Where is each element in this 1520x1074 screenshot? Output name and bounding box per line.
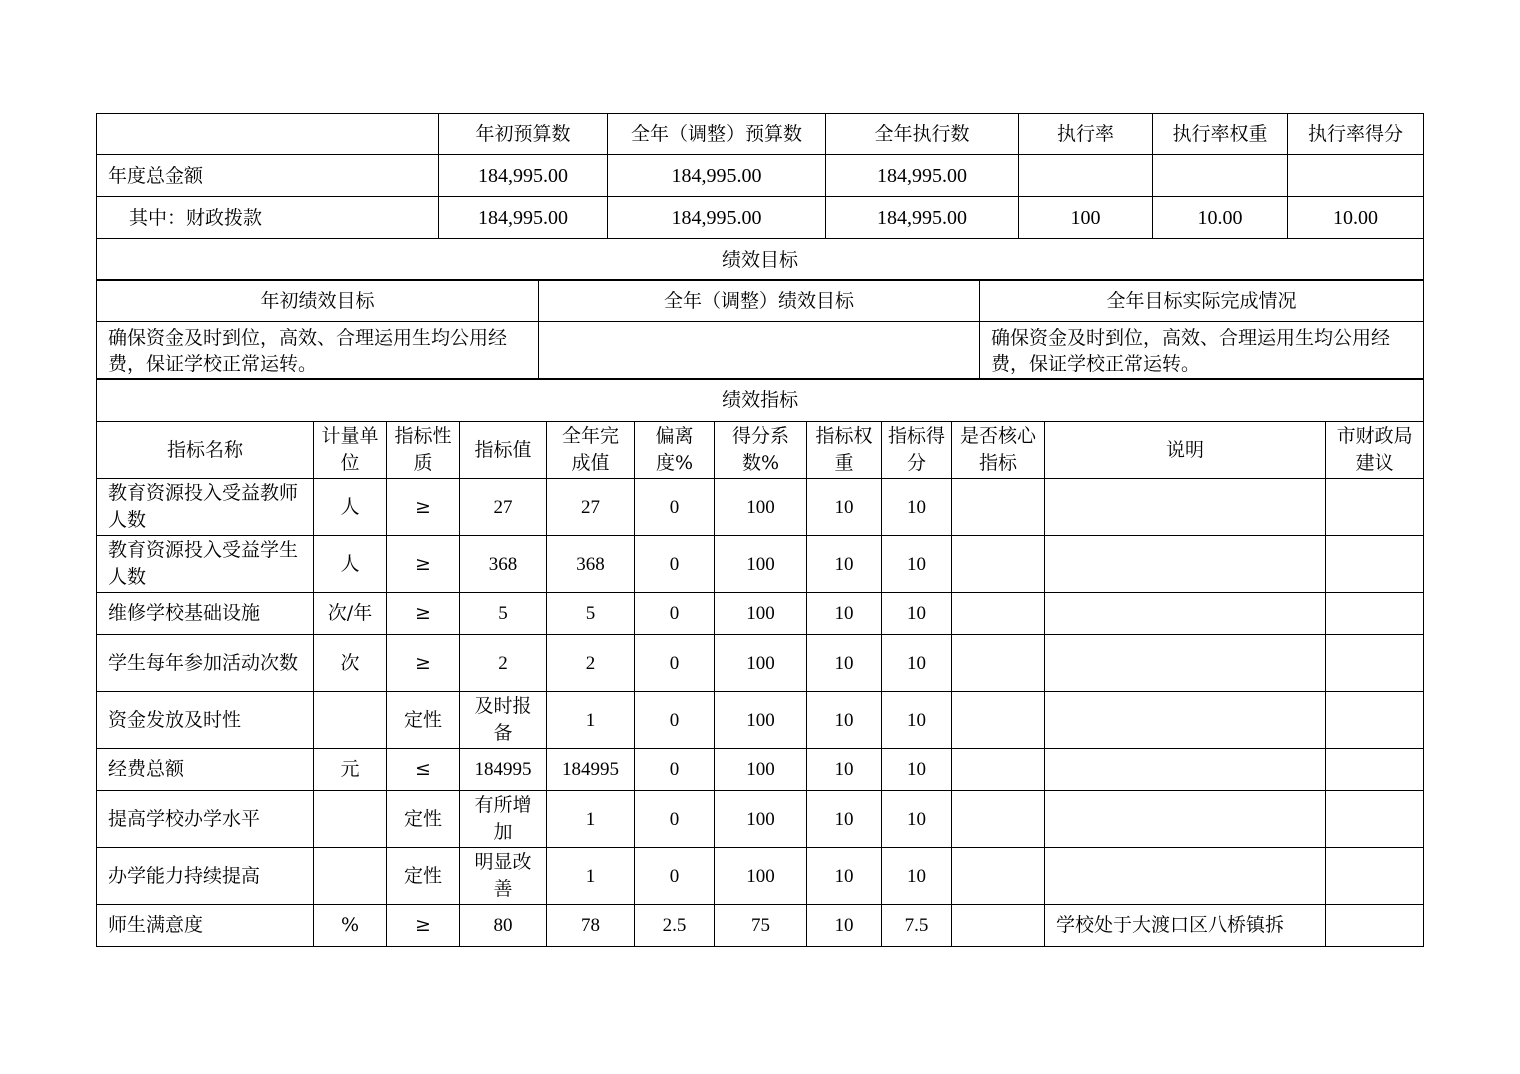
indicator-cell: 10 (807, 791, 882, 848)
budget-cell (1288, 155, 1424, 197)
indicator-header: 全年完成值 (547, 422, 635, 479)
indicator-cell (1045, 536, 1326, 593)
budget-header: 全年执行数 (826, 114, 1019, 155)
indicator-cell: 有所增加 (460, 791, 547, 848)
table-row (97, 479, 1424, 536)
indicator-cell: 10 (882, 635, 952, 692)
indicator-cell: 100 (715, 848, 807, 905)
indicator-cell (1326, 848, 1424, 905)
indicator-cell: 78 (547, 905, 635, 947)
indicator-cell (1326, 692, 1424, 749)
goals-value (539, 322, 980, 380)
indicator-header: 市财政局建议 (1326, 422, 1424, 479)
budget-header-row (97, 114, 1424, 155)
budget-table (96, 113, 1424, 281)
indicator-header: 指标得分 (882, 422, 952, 479)
indicator-cell: 10 (807, 848, 882, 905)
indicator-cell: 2.5 (635, 905, 715, 947)
table-row (97, 905, 1424, 947)
budget-cell: 184,995.00 (608, 197, 826, 239)
indicator-cell: 10 (882, 536, 952, 593)
indicator-header: 得分系数% (715, 422, 807, 479)
indicator-cell: ≥ (387, 593, 460, 635)
goals-value-row (97, 322, 1424, 380)
indicator-cell (314, 692, 387, 749)
budget-cell: 184,995.00 (826, 197, 1019, 239)
indicator-cell: 10 (807, 905, 882, 947)
indicator-cell (1326, 593, 1424, 635)
indicator-cell (1045, 479, 1326, 536)
budget-cell: 184,995.00 (439, 155, 608, 197)
budget-header: 执行率权重 (1153, 114, 1288, 155)
indicator-cell (1326, 635, 1424, 692)
indicator-cell: 定性 (387, 692, 460, 749)
budget-cell: 184,995.00 (826, 155, 1019, 197)
indicator-cell: 及时报备 (460, 692, 547, 749)
table-row (97, 749, 1424, 791)
indicator-cell: 元 (314, 749, 387, 791)
indicator-cell: 368 (547, 536, 635, 593)
indicator-header: 指标性质 (387, 422, 460, 479)
indicator-cell: 2 (460, 635, 547, 692)
budget-cell: 10.00 (1153, 197, 1288, 239)
indicator-cell: 10 (807, 536, 882, 593)
indicator-cell (952, 536, 1045, 593)
indicator-cell (1045, 791, 1326, 848)
indicator-cell: 100 (715, 791, 807, 848)
indicator-cell (952, 593, 1045, 635)
indicator-name: 师生满意度 (97, 905, 314, 947)
indicator-name: 办学能力持续提高 (97, 848, 314, 905)
indicator-cell (952, 692, 1045, 749)
indicator-cell: 100 (715, 749, 807, 791)
indicator-cell: 0 (635, 692, 715, 749)
goals-value: 确保资金及时到位，高效、合理运用生均公用经费，保证学校正常运转。 (980, 322, 1424, 380)
indicator-cell: 10 (807, 692, 882, 749)
indicator-header: 指标权重 (807, 422, 882, 479)
indicator-cell (952, 905, 1045, 947)
indicator-cell (1045, 692, 1326, 749)
indicator-cell: 10 (807, 635, 882, 692)
indicator-name: 维修学校基础设施 (97, 593, 314, 635)
indicator-cell: ≤ (387, 749, 460, 791)
indicator-cell (952, 635, 1045, 692)
indicator-cell: 5 (460, 593, 547, 635)
indicator-cell: 100 (715, 593, 807, 635)
indicator-cell: 定性 (387, 848, 460, 905)
goals-title-row (97, 239, 1424, 281)
indicator-cell: 次/年 (314, 593, 387, 635)
indicator-name: 经费总额 (97, 749, 314, 791)
goals-table (96, 279, 1424, 380)
indicator-header: 计量单位 (314, 422, 387, 479)
indicator-cell: 0 (635, 593, 715, 635)
indicator-header: 指标值 (460, 422, 547, 479)
table-row (97, 692, 1424, 749)
indicator-cell: 5 (547, 593, 635, 635)
indicators-header-row (97, 422, 1424, 479)
indicator-cell: 10 (807, 479, 882, 536)
indicator-cell (1326, 749, 1424, 791)
indicator-cell (952, 479, 1045, 536)
indicator-cell: 184995 (460, 749, 547, 791)
indicator-cell: 0 (635, 749, 715, 791)
indicator-cell: 10 (807, 593, 882, 635)
budget-row (97, 155, 1424, 197)
indicator-cell: 10 (807, 749, 882, 791)
indicator-cell: 7.5 (882, 905, 952, 947)
budget-row (97, 197, 1424, 239)
indicator-name: 提高学校办学水平 (97, 791, 314, 848)
indicator-cell: ≥ (387, 905, 460, 947)
indicator-cell (314, 791, 387, 848)
table-row (97, 848, 1424, 905)
budget-cell (1019, 155, 1153, 197)
budget-header: 执行率 (1019, 114, 1153, 155)
indicator-cell: 1 (547, 791, 635, 848)
indicator-cell (952, 749, 1045, 791)
budget-row-label: 年度总金额 (97, 155, 439, 197)
indicator-cell: 0 (635, 536, 715, 593)
indicator-cell: 368 (460, 536, 547, 593)
indicator-cell: 0 (635, 479, 715, 536)
goals-header: 全年（调整）绩效目标 (539, 280, 980, 322)
indicator-cell: 0 (635, 635, 715, 692)
indicator-cell: 100 (715, 479, 807, 536)
indicator-cell: 75 (715, 905, 807, 947)
budget-corner-cell (97, 114, 439, 155)
indicator-cell (1326, 479, 1424, 536)
indicator-cell: 0 (635, 791, 715, 848)
indicator-cell: 人 (314, 536, 387, 593)
indicator-name: 资金发放及时性 (97, 692, 314, 749)
table-row (97, 791, 1424, 848)
indicator-cell: 10 (882, 848, 952, 905)
indicator-cell (1045, 848, 1326, 905)
indicator-cell (1045, 749, 1326, 791)
indicator-cell: 100 (715, 635, 807, 692)
budget-header: 执行率得分 (1288, 114, 1424, 155)
indicator-cell: 184995 (547, 749, 635, 791)
indicator-cell: 学校处于大渡口区八桥镇拆 (1045, 905, 1326, 947)
indicator-cell: 明显改善 (460, 848, 547, 905)
indicator-name: 学生每年参加活动次数 (97, 635, 314, 692)
indicator-cell: 10 (882, 749, 952, 791)
indicator-cell: 80 (460, 905, 547, 947)
goals-header-row (97, 280, 1424, 322)
indicator-cell: 次 (314, 635, 387, 692)
indicator-cell: 100 (715, 692, 807, 749)
indicator-cell: 100 (715, 536, 807, 593)
indicator-header: 指标名称 (97, 422, 314, 479)
table-row (97, 635, 1424, 692)
indicator-cell: 人 (314, 479, 387, 536)
indicator-cell: ≥ (387, 536, 460, 593)
budget-cell: 10.00 (1288, 197, 1424, 239)
indicator-cell (952, 848, 1045, 905)
indicator-cell: 10 (882, 692, 952, 749)
indicator-cell (1045, 593, 1326, 635)
budget-cell: 100 (1019, 197, 1153, 239)
indicator-name: 教育资源投入受益教师人数 (97, 479, 314, 536)
budget-header: 全年（调整）预算数 (608, 114, 826, 155)
indicator-cell (1045, 635, 1326, 692)
budget-header: 年初预算数 (439, 114, 608, 155)
indicator-cell: 10 (882, 479, 952, 536)
goals-value: 确保资金及时到位，高效、合理运用生均公用经费，保证学校正常运转。 (97, 322, 539, 380)
indicator-cell (952, 791, 1045, 848)
indicator-cell (1326, 905, 1424, 947)
table-row (97, 593, 1424, 635)
table-row (97, 536, 1424, 593)
indicator-cell (314, 848, 387, 905)
indicator-cell (1326, 536, 1424, 593)
indicator-cell: % (314, 905, 387, 947)
indicator-cell: 10 (882, 593, 952, 635)
indicator-cell: 1 (547, 692, 635, 749)
indicators-section-title: 绩效指标 (97, 379, 1424, 422)
indicator-cell: 0 (635, 848, 715, 905)
goals-header: 年初绩效目标 (97, 280, 539, 322)
indicator-header: 说明 (1045, 422, 1326, 479)
indicator-cell (1326, 791, 1424, 848)
budget-cell: 184,995.00 (608, 155, 826, 197)
budget-row-label: 其中：财政拨款 (97, 197, 439, 239)
indicators-table (96, 378, 1424, 947)
budget-cell: 184,995.00 (439, 197, 608, 239)
indicators-title-row (97, 379, 1424, 422)
indicator-cell: 2 (547, 635, 635, 692)
indicator-cell: ≥ (387, 635, 460, 692)
indicator-cell: 27 (547, 479, 635, 536)
indicator-name: 教育资源投入受益学生人数 (97, 536, 314, 593)
indicator-header: 是否核心指标 (952, 422, 1045, 479)
indicator-cell: 定性 (387, 791, 460, 848)
indicator-cell: 10 (882, 791, 952, 848)
goals-header: 全年目标实际完成情况 (980, 280, 1424, 322)
indicator-cell: ≥ (387, 479, 460, 536)
indicator-header: 偏离度% (635, 422, 715, 479)
indicator-cell: 1 (547, 848, 635, 905)
goals-section-title: 绩效目标 (97, 239, 1424, 281)
indicator-cell: 27 (460, 479, 547, 536)
budget-cell (1153, 155, 1288, 197)
